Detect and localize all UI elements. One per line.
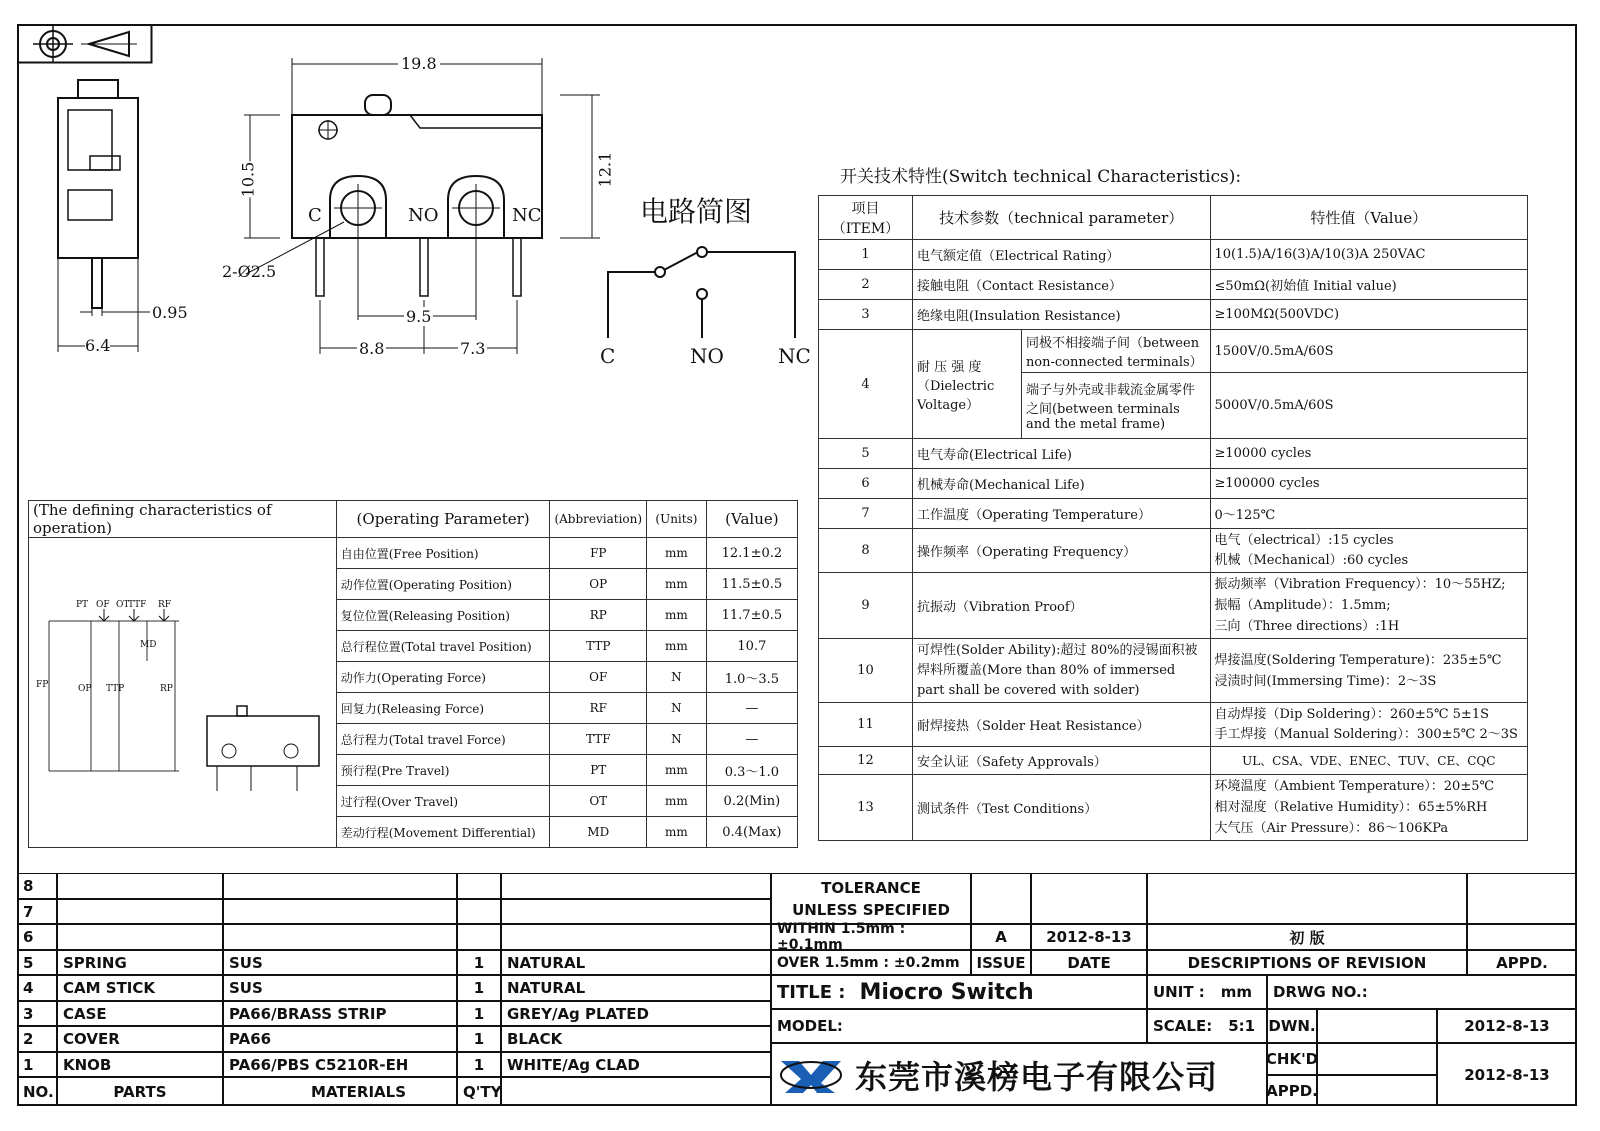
diag-label-fp: FP — [36, 680, 49, 690]
date-label: DATE — [1031, 950, 1147, 975]
table-row: 2 接触电阻（Contact Resistance） ≤50mΩ(初始值 Initial value) — [819, 270, 1528, 300]
dwn-date: 2012-8-13 — [1437, 1009, 1577, 1043]
table-row: 总行程力(Total travel Force) TTF N — — [29, 724, 798, 755]
operation-diagram-cell — [29, 538, 337, 848]
table-row: 5 电气寿命(Electrical Life) ≥10000 cycles — [819, 439, 1528, 469]
company-name: 东莞市溪榜电子有限公司 — [855, 1057, 1219, 1096]
bom-finish: GREY/Ag PLATED — [501, 1001, 771, 1026]
bom-material — [223, 899, 457, 924]
table-row: 1 电气额定值（Electrical Rating） 10(1.5)A/16(3)A/10(3)A 250VAC — [819, 240, 1528, 270]
table-row: 动作位置(Operating Position) OP mm 11.5±0.5 — [29, 569, 798, 600]
bom-part — [57, 873, 223, 899]
terminal-label-no: NO — [408, 205, 439, 226]
company-logo-icon — [777, 1053, 845, 1097]
issue-label: ISSUE — [971, 950, 1031, 975]
bom-part — [57, 924, 223, 950]
op-header-abbr: (Abbreviation) — [550, 501, 647, 538]
circuit-title: 电路简图 — [640, 195, 753, 228]
diag-label-ttp: TTP — [106, 684, 125, 694]
bom-part: CAM STICK — [57, 975, 223, 1001]
bom-footer-materials: MATERIALS — [223, 1077, 457, 1106]
bom-material: PA66/BRASS STRIP — [223, 1001, 457, 1026]
bom-no: 5 — [17, 950, 57, 975]
circuit-label-nc: NC — [778, 344, 811, 368]
table-row: 3 绝缘电阻(Insulation Resistance) ≥100MΩ(500VDC) — [819, 300, 1528, 330]
issue-value: A — [971, 924, 1031, 950]
title-label: TITLE : — [777, 981, 846, 1003]
bom-material: SUS — [223, 950, 457, 975]
unit-cell — [1147, 975, 1267, 1009]
description-label: DESCRIPTIONS OF REVISION — [1147, 950, 1467, 975]
dim-body-height: 10.5 — [238, 161, 258, 198]
circuit-diagram — [600, 240, 810, 350]
unless-label: UNLESS SPECIFIED — [792, 900, 950, 919]
tolerance-block — [771, 873, 971, 924]
dwn-label: DWN. — [1267, 1009, 1317, 1043]
terminal-label-c: C — [308, 205, 322, 226]
circuit-label-c: C — [600, 344, 616, 368]
drawing-number: DRWG NO.: — [1267, 975, 1577, 1009]
description-value: 初 版 — [1147, 924, 1467, 950]
within-tolerance: WITHIN 1.5mm : ±0.1mm — [771, 924, 971, 950]
dim-no-to-nc: 7.3 — [460, 339, 486, 358]
operation-diagram — [29, 591, 329, 791]
diag-label-of: OF — [96, 600, 110, 610]
table-row: 自由位置(Free Position) FP mm 12.1±0.2 — [29, 538, 798, 569]
bom-material — [223, 873, 457, 899]
bom-qty: 1 — [457, 1001, 501, 1026]
table-row: 预行程(Pre Travel) PT mm 0.3～1.0 — [29, 755, 798, 786]
bom-finish — [501, 899, 771, 924]
table-row: 差动行程(Movement Differential) MD mm 0.4(Max) — [29, 817, 798, 848]
table-row: 9 抗振动（Vibration Proof） 振动频率（Vibration Frequency）：10～55HZ; 振幅（Amplitude）：1.5mm; 三向（Three directions）:1H — [819, 573, 1528, 639]
scale-value: 5:1 — [1228, 1017, 1256, 1035]
terminal-label-nc: NC — [512, 205, 542, 226]
bom-finish: BLACK — [501, 1026, 771, 1052]
bom-no: 4 — [17, 975, 57, 1001]
chkd-date: 2012-8-13 — [1437, 1043, 1577, 1106]
table-row: 12 安全认证（Safety Approvals） UL、CSA、VDE、ENEC、TUV、CE、CQC — [819, 747, 1528, 775]
bom-no: 6 — [17, 924, 57, 950]
table-row: 7 工作温度（Operating Temperature） 0～125℃ — [819, 499, 1528, 529]
table-row: 11 耐焊接热（Solder Heat Resistance） 自动焊接（Dip Soldering）：260±5℃ 5±1S 手工焊接（Manual Soldering）：300±5℃ 2～3S — [819, 703, 1528, 747]
bom-part: COVER — [57, 1026, 223, 1052]
unit-value: mm — [1220, 983, 1253, 1001]
model-label: MODEL: — [771, 1009, 1147, 1043]
over-tolerance: OVER 1.5mm : ±0.2mm — [771, 950, 971, 975]
circuit-label-no: NO — [690, 344, 724, 368]
bom-qty — [457, 899, 501, 924]
table-row: 4 耐 压 强 度 （Dielectric Voltage） 同极不相接端子间（between non-connected terminals） 端子与外壳或非载流金属零件之间(between terminals and the metal frame) 1500V/0.5mA/60S 5000V/0.5mA/60S — [819, 330, 1528, 439]
bom-finish — [501, 924, 771, 950]
diag-label-pt: PT — [76, 600, 89, 610]
operation-table — [28, 500, 798, 848]
scale-label: SCALE: — [1153, 1017, 1213, 1035]
dim-total-height: 12.1 — [595, 151, 615, 188]
table-row: 动作力(Operating Force) OF N 1.0～3.5 — [29, 662, 798, 693]
company-cell — [771, 1043, 1267, 1106]
bom-no: 2 — [17, 1026, 57, 1052]
title-block — [17, 873, 1577, 1106]
bom-finish — [501, 873, 771, 899]
bom-material: PA66 — [223, 1026, 457, 1052]
tech-title: 开关技术特性(Switch technical Characteristics): — [840, 167, 1242, 187]
bom-finish: NATURAL — [501, 975, 771, 1001]
bom-material: SUS — [223, 975, 457, 1001]
scale-cell — [1147, 1009, 1267, 1043]
bom-qty: 1 — [457, 1026, 501, 1052]
dim-c-to-no: 8.8 — [359, 339, 385, 358]
date-value: 2012-8-13 — [1031, 924, 1147, 950]
side-view-drawing — [40, 70, 200, 370]
bom-finish: WHITE/Ag CLAD — [501, 1052, 771, 1077]
projection-symbol-icon — [17, 24, 153, 64]
table-row: 10 可焊性(Solder Ability):超过 80%的浸锡面积被焊料所覆盖(More than 80% of immersed part shall be covered with solder) 焊接温度(Soldering Temperature)：235±5℃ 浸渍时间(Immersing Time)：2～3S — [819, 639, 1528, 703]
dim-side-width: 6.4 — [85, 336, 111, 355]
table-row: 6 机械寿命(Mechanical Life) ≥100000 cycles — [819, 469, 1528, 499]
op-header-param: (Operating Parameter) — [336, 501, 550, 538]
diag-label-ot: OT — [116, 600, 130, 610]
tech-header-value: 特性值（Value） — [1210, 196, 1528, 240]
table-row: 过行程(Over Travel) OT mm 0.2(Min) — [29, 786, 798, 817]
drawing-title: Miocro Switch — [859, 979, 1034, 1005]
tech-header-param: 技术参数（technical parameter） — [912, 196, 1210, 240]
bom-part: SPRING — [57, 950, 223, 975]
bom-material: PA66/PBS C5210R-EH — [223, 1052, 457, 1077]
diag-label-ttf: TTF — [128, 600, 147, 610]
bom-part — [57, 899, 223, 924]
bom-material — [223, 924, 457, 950]
diag-label-rp: RP — [160, 684, 173, 694]
bom-no: 7 — [17, 899, 57, 924]
op-header-value: (Value) — [706, 501, 797, 538]
op-header-def: (The defining characteristics of operation) — [29, 501, 337, 538]
title-cell — [771, 975, 1147, 1009]
bom-qty — [457, 873, 501, 899]
dim-pin-pitch: 9.5 — [406, 307, 432, 326]
dim-width: 19.8 — [398, 54, 440, 73]
bom-no: 1 — [17, 1052, 57, 1077]
tolerance-label: TOLERANCE — [821, 878, 921, 897]
tech-header-item: 项目 （ITEM） — [819, 196, 913, 240]
bom-no: 3 — [17, 1001, 57, 1026]
bom-footer-qty: Q'TY — [457, 1077, 501, 1106]
bom-part: KNOB — [57, 1052, 223, 1077]
table-row: 回复力(Releasing Force) RF N — — [29, 693, 798, 724]
table-row: 复位位置(Releasing Position) RP mm 11.7±0.5 — [29, 600, 798, 631]
bom-no: 8 — [17, 873, 57, 899]
diag-label-rf: RF — [158, 600, 172, 610]
op-header-units: (Units) — [647, 501, 707, 538]
bom-qty — [457, 924, 501, 950]
dim-pin-thickness: 0.95 — [152, 303, 188, 322]
diag-label-op: OP — [78, 684, 92, 694]
bom-qty: 1 — [457, 950, 501, 975]
tech-table — [818, 195, 1528, 841]
table-row: 13 测试条件（Test Conditions） 环境温度（Ambient Temperature）：20±5℃ 相对湿度（Relative Humidity）：65±5%RH 大气压（Air Pressure）：86～106KPa — [819, 775, 1528, 841]
chkd-label: CHK'D — [1267, 1043, 1317, 1075]
bom-part: CASE — [57, 1001, 223, 1026]
bom-finish: NATURAL — [501, 950, 771, 975]
table-row: 总行程位置(Total travel Position) TTP mm 10.7 — [29, 631, 798, 662]
diag-label-md: MD — [140, 640, 157, 650]
bom-footer-no: NO. — [17, 1077, 57, 1106]
appd-label: APPD. — [1467, 950, 1577, 975]
bom-qty: 1 — [457, 1052, 501, 1077]
appd2-label: APPD. — [1267, 1075, 1317, 1106]
bom-qty: 1 — [457, 975, 501, 1001]
table-row: 8 操作频率（Operating Frequency） 电气（electrical）:15 cycles 机械（Mechanical）:60 cycles — [819, 529, 1528, 573]
dim-hole: 2-Ø2.5 — [222, 262, 277, 281]
unit-label: UNIT : — [1153, 983, 1205, 1001]
bom-footer-parts: PARTS — [57, 1077, 223, 1106]
